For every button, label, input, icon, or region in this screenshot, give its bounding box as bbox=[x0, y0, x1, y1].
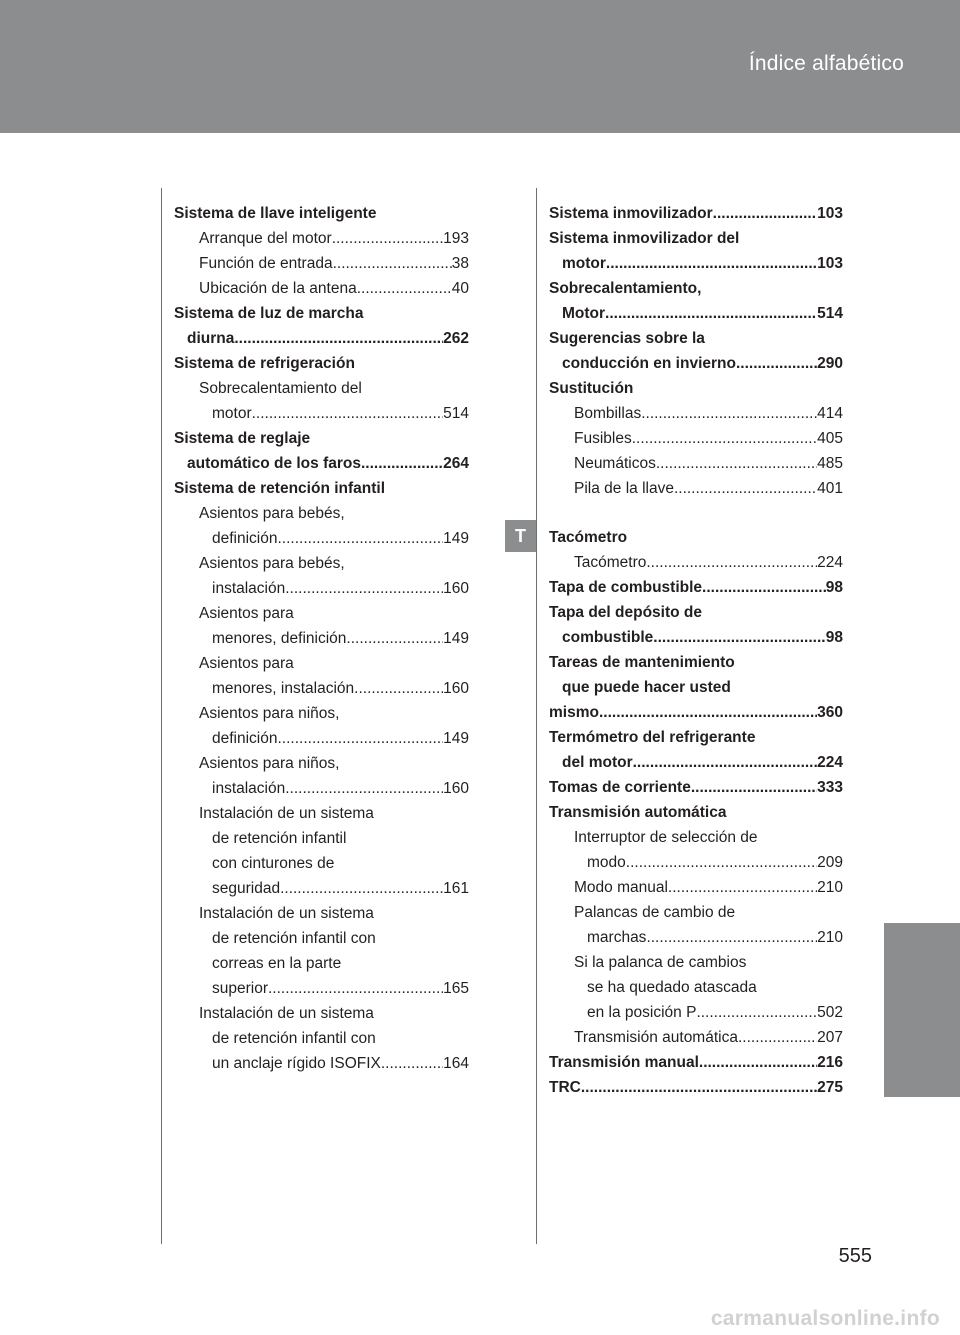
index-entry-page: 333 bbox=[817, 779, 843, 796]
index-entry-text: Motor bbox=[562, 305, 606, 322]
index-entry bbox=[174, 501, 469, 526]
dot-leader bbox=[606, 251, 817, 276]
index-entry-text: del motor bbox=[562, 754, 633, 771]
index-spacer bbox=[549, 501, 843, 525]
index-entry-text: Sistema de llave inteligente bbox=[174, 205, 377, 222]
index-entry-text: Sistema inmovilizador bbox=[549, 205, 713, 222]
index-entry bbox=[549, 1000, 843, 1025]
index-entry-text: Sistema de retención infantil bbox=[174, 480, 386, 497]
index-entry bbox=[174, 776, 469, 801]
index-entry-page: 98 bbox=[825, 629, 843, 646]
dot-leader bbox=[633, 750, 818, 775]
index-entry-page: 210 bbox=[817, 879, 843, 896]
index-entry-page: 514 bbox=[443, 405, 469, 422]
index-entry bbox=[549, 550, 843, 575]
index-entry bbox=[549, 575, 843, 600]
index-entry-page: 405 bbox=[817, 430, 843, 447]
index-entry bbox=[174, 801, 469, 826]
index-entry bbox=[549, 875, 843, 900]
index-entry-text: Asientos para bebés, bbox=[199, 555, 345, 572]
index-entry-page: 103 bbox=[817, 205, 843, 222]
index-entry-text: TRC bbox=[549, 1079, 581, 1096]
index-entry-text: Arranque del motor bbox=[199, 230, 332, 247]
index-entry-text: conducción en invierno bbox=[562, 355, 736, 372]
dot-leader bbox=[381, 1051, 443, 1076]
index-entry bbox=[549, 401, 843, 426]
index-entry bbox=[549, 226, 843, 251]
index-entry bbox=[174, 951, 469, 976]
index-entry-page: 360 bbox=[817, 704, 843, 721]
dot-leader bbox=[696, 1000, 817, 1025]
index-entry-page: 262 bbox=[443, 330, 469, 347]
index-entry-text: en la posición P bbox=[587, 1004, 697, 1021]
index-entry-text: Sustitución bbox=[549, 380, 634, 397]
index-entry-text: Asientos para niños, bbox=[199, 705, 340, 722]
dot-leader bbox=[736, 351, 817, 376]
index-entry-text: Instalación de un sistema bbox=[199, 1005, 374, 1022]
index-entry bbox=[549, 1075, 843, 1100]
dot-leader bbox=[632, 426, 817, 451]
index-entry-text: Sistema inmovilizador del bbox=[549, 230, 740, 247]
dot-leader bbox=[333, 251, 452, 276]
index-entry-text: Tareas de mantenimiento bbox=[549, 654, 735, 671]
index-entry bbox=[549, 476, 843, 501]
index-entry-text: Termómetro del refrigerante bbox=[549, 729, 756, 746]
page-number: 555 bbox=[838, 1245, 872, 1267]
index-entry-page: 502 bbox=[817, 1004, 843, 1021]
side-thumb-tab bbox=[884, 923, 960, 1097]
dot-leader bbox=[605, 301, 817, 326]
index-entry bbox=[174, 476, 469, 501]
index-entry-page: 224 bbox=[817, 754, 843, 771]
index-entry bbox=[174, 576, 469, 601]
index-entry-page: 210 bbox=[817, 929, 843, 946]
index-entry-page: 485 bbox=[817, 455, 843, 472]
dot-leader bbox=[599, 700, 817, 725]
index-entry bbox=[174, 351, 469, 376]
index-entry-text: un anclaje rígido ISOFIX bbox=[212, 1055, 381, 1072]
dot-leader bbox=[278, 726, 444, 751]
index-entry-text: instalación bbox=[212, 780, 286, 797]
index-entry-text: Instalación de un sistema bbox=[199, 805, 374, 822]
index-entry bbox=[549, 426, 843, 451]
index-entry-page: 290 bbox=[817, 355, 843, 372]
dot-leader bbox=[285, 576, 443, 601]
index-entry-text: Asientos para bebés, bbox=[199, 505, 345, 522]
index-entry bbox=[174, 926, 469, 951]
index-entry bbox=[549, 1050, 843, 1075]
index-entry-text: Sobrecalentamiento del bbox=[199, 380, 362, 397]
index-entry-text: menores, definición bbox=[212, 630, 347, 647]
index-entry-text: motor bbox=[212, 405, 252, 422]
index-entry-text: Instalación de un sistema bbox=[199, 905, 374, 922]
dot-leader bbox=[268, 976, 443, 1001]
index-entry-page: 149 bbox=[443, 630, 469, 647]
dot-leader bbox=[738, 1025, 817, 1050]
index-entry-page: 401 bbox=[817, 480, 843, 497]
index-entry bbox=[549, 800, 843, 825]
index-entry bbox=[549, 750, 843, 775]
index-entry-text: modo bbox=[587, 854, 626, 871]
dot-leader bbox=[357, 276, 452, 301]
index-entry-text: con cinturones de bbox=[212, 855, 335, 872]
index-entry bbox=[174, 451, 469, 476]
index-entry-text: Tomas de corriente bbox=[549, 779, 691, 796]
dot-leader bbox=[234, 326, 443, 351]
index-entry bbox=[174, 1051, 469, 1076]
index-entry-page: 209 bbox=[817, 854, 843, 871]
index-entry-text: Ubicación de la antena bbox=[199, 280, 357, 297]
index-entry-text: se ha quedado atascada bbox=[587, 979, 757, 996]
index-entry-page: 103 bbox=[817, 255, 843, 272]
index-entry-page: 160 bbox=[443, 780, 469, 797]
dot-leader bbox=[626, 850, 817, 875]
index-entry-text: de retención infantil bbox=[212, 830, 347, 847]
index-entry-text: Fusibles bbox=[574, 430, 632, 447]
index-entry bbox=[549, 900, 843, 925]
index-entry-text: definición bbox=[212, 530, 278, 547]
index-entry-page: 149 bbox=[443, 530, 469, 547]
index-entry-text: Sistema de reglaje bbox=[174, 430, 311, 447]
index-entry bbox=[174, 376, 469, 401]
index-entry bbox=[549, 451, 843, 476]
index-entry-page: 149 bbox=[443, 730, 469, 747]
index-entry-text: de retención infantil con bbox=[212, 930, 376, 947]
index-entry-text: Tacómetro bbox=[574, 554, 647, 571]
dot-leader bbox=[354, 676, 443, 701]
index-entry bbox=[549, 725, 843, 750]
dot-leader bbox=[699, 1050, 817, 1075]
index-entry bbox=[549, 600, 843, 625]
index-entry bbox=[549, 675, 843, 700]
index-entry bbox=[549, 925, 843, 950]
index-entry bbox=[174, 551, 469, 576]
index-entry bbox=[174, 276, 469, 301]
index-entry bbox=[174, 851, 469, 876]
index-entry-text: Modo manual bbox=[574, 879, 668, 896]
dot-leader bbox=[713, 201, 817, 226]
index-entry bbox=[549, 251, 843, 276]
index-entry-page: 98 bbox=[825, 579, 843, 596]
index-entry-text: Asientos para bbox=[199, 605, 294, 622]
index-entry-text: Bombillas bbox=[574, 405, 642, 422]
index-entry-page: 514 bbox=[817, 305, 843, 322]
index-entry bbox=[174, 526, 469, 551]
index-entry bbox=[174, 601, 469, 626]
index-entry-page: 38 bbox=[451, 255, 469, 272]
dot-leader bbox=[674, 476, 817, 501]
index-entry bbox=[549, 850, 843, 875]
index-entry-text: seguridad bbox=[212, 880, 281, 897]
watermark: carmanualsonline.info bbox=[710, 1307, 940, 1330]
index-entry bbox=[174, 726, 469, 751]
index-entry-page: 224 bbox=[817, 554, 843, 571]
index-entry bbox=[549, 775, 843, 800]
index-entry-text: definición bbox=[212, 730, 278, 747]
index-entry bbox=[549, 700, 843, 725]
index-entry-text: Tapa del depósito de bbox=[549, 604, 703, 621]
index-entry bbox=[174, 876, 469, 901]
index-entry bbox=[549, 376, 843, 401]
index-entry-text: Función de entrada bbox=[199, 255, 333, 272]
index-entry-text: Sugerencias sobre la bbox=[549, 330, 705, 347]
index-entry-page: 207 bbox=[817, 1029, 843, 1046]
index-entry bbox=[549, 525, 843, 550]
index-entry bbox=[549, 351, 843, 376]
index-entry bbox=[174, 826, 469, 851]
index-entry-text: marchas bbox=[587, 929, 647, 946]
index-entry bbox=[549, 975, 843, 1000]
index-entry bbox=[549, 825, 843, 850]
index-entry-page: 275 bbox=[817, 1079, 843, 1096]
page-header-title: Índice alfabético bbox=[748, 52, 904, 75]
index-entry bbox=[174, 901, 469, 926]
index-entry-page: 193 bbox=[443, 230, 469, 247]
index-entry bbox=[174, 301, 469, 326]
index-entry-text: que puede hacer usted bbox=[562, 679, 731, 696]
index-entry-text: Palancas de cambio de bbox=[574, 904, 736, 921]
index-entry-page: 216 bbox=[817, 1054, 843, 1071]
index-entry bbox=[174, 701, 469, 726]
dot-leader bbox=[691, 775, 817, 800]
index-entry-page: 165 bbox=[443, 980, 469, 997]
index-entry-text: instalación bbox=[212, 580, 286, 597]
index-entry-text: mismo bbox=[549, 704, 599, 721]
index-entry-page: 160 bbox=[443, 680, 469, 697]
index-column-left bbox=[174, 201, 469, 1076]
index-entry-text: Sistema de luz de marcha bbox=[174, 305, 364, 322]
index-entry-text: Asientos para bbox=[199, 655, 294, 672]
dot-leader bbox=[581, 1075, 817, 1100]
dot-leader bbox=[278, 526, 444, 551]
index-entry bbox=[174, 976, 469, 1001]
index-entry bbox=[549, 650, 843, 675]
index-entry bbox=[174, 751, 469, 776]
index-entry bbox=[174, 626, 469, 651]
dot-leader bbox=[653, 625, 825, 650]
index-entry-text: Transmisión automática bbox=[549, 804, 727, 821]
index-entry-page: 40 bbox=[451, 280, 469, 297]
dot-leader bbox=[252, 401, 444, 426]
index-entry bbox=[174, 1026, 469, 1051]
index-entry bbox=[549, 1025, 843, 1050]
dot-leader bbox=[346, 626, 443, 651]
column-divider-left bbox=[161, 188, 162, 1244]
index-entry-text: combustible bbox=[562, 629, 654, 646]
dot-leader bbox=[656, 451, 817, 476]
index-entry-text: motor bbox=[562, 255, 606, 272]
index-entry-page: 414 bbox=[817, 405, 843, 422]
index-entry-text: Sistema de refrigeración bbox=[174, 355, 355, 372]
index-entry-text: Interruptor de selección de bbox=[574, 829, 758, 846]
index-entry-page: 160 bbox=[443, 580, 469, 597]
index-entry-text: Tapa de combustible bbox=[549, 579, 703, 596]
index-entry bbox=[174, 201, 469, 226]
dot-leader bbox=[668, 875, 817, 900]
index-entry bbox=[174, 1001, 469, 1026]
header-band bbox=[0, 0, 960, 133]
index-entry bbox=[174, 651, 469, 676]
column-divider-right bbox=[536, 188, 537, 1244]
index-entry-text: superior bbox=[212, 980, 268, 997]
index-entry-text: de retención infantil con bbox=[212, 1030, 376, 1047]
index-entry bbox=[174, 401, 469, 426]
index-entry-text: Tacómetro bbox=[549, 529, 628, 546]
index-entry bbox=[549, 301, 843, 326]
dot-leader bbox=[641, 401, 817, 426]
index-entry-page: 164 bbox=[443, 1055, 469, 1072]
index-entry bbox=[174, 251, 469, 276]
index-entry-page: 264 bbox=[443, 455, 469, 472]
dot-leader bbox=[285, 776, 443, 801]
dot-leader bbox=[646, 550, 817, 575]
index-entry bbox=[549, 625, 843, 650]
index-entry bbox=[549, 276, 843, 301]
index-entry-text: Pila de la llave bbox=[574, 480, 674, 497]
index-entry bbox=[174, 326, 469, 351]
section-letter-tab: T bbox=[505, 520, 536, 552]
index-entry-text: correas en la parte bbox=[212, 955, 342, 972]
index-entry bbox=[549, 201, 843, 226]
index-entry-text: Asientos para niños, bbox=[199, 755, 340, 772]
dot-leader bbox=[332, 226, 443, 251]
index-column-right bbox=[549, 201, 843, 1100]
dot-leader bbox=[361, 451, 443, 476]
index-entry-text: diurna bbox=[187, 330, 235, 347]
index-entry bbox=[549, 326, 843, 351]
index-entry bbox=[174, 426, 469, 451]
dot-leader bbox=[702, 575, 826, 600]
index-entry-text: Transmisión manual bbox=[549, 1054, 699, 1071]
index-entry-text: menores, instalación bbox=[212, 680, 355, 697]
index-entry-text: Neumáticos bbox=[574, 455, 656, 472]
dot-leader bbox=[646, 925, 817, 950]
index-entry-text: Si la palanca de cambios bbox=[574, 954, 747, 971]
dot-leader bbox=[280, 876, 443, 901]
index-entry bbox=[549, 950, 843, 975]
index-entry-text: Transmisión automática bbox=[574, 1029, 738, 1046]
index-entry-text: automático de los faros bbox=[187, 455, 361, 472]
index-entry bbox=[174, 676, 469, 701]
index-entry bbox=[174, 226, 469, 251]
index-entry-page: 161 bbox=[443, 880, 469, 897]
index-entry-text: Sobrecalentamiento, bbox=[549, 280, 702, 297]
